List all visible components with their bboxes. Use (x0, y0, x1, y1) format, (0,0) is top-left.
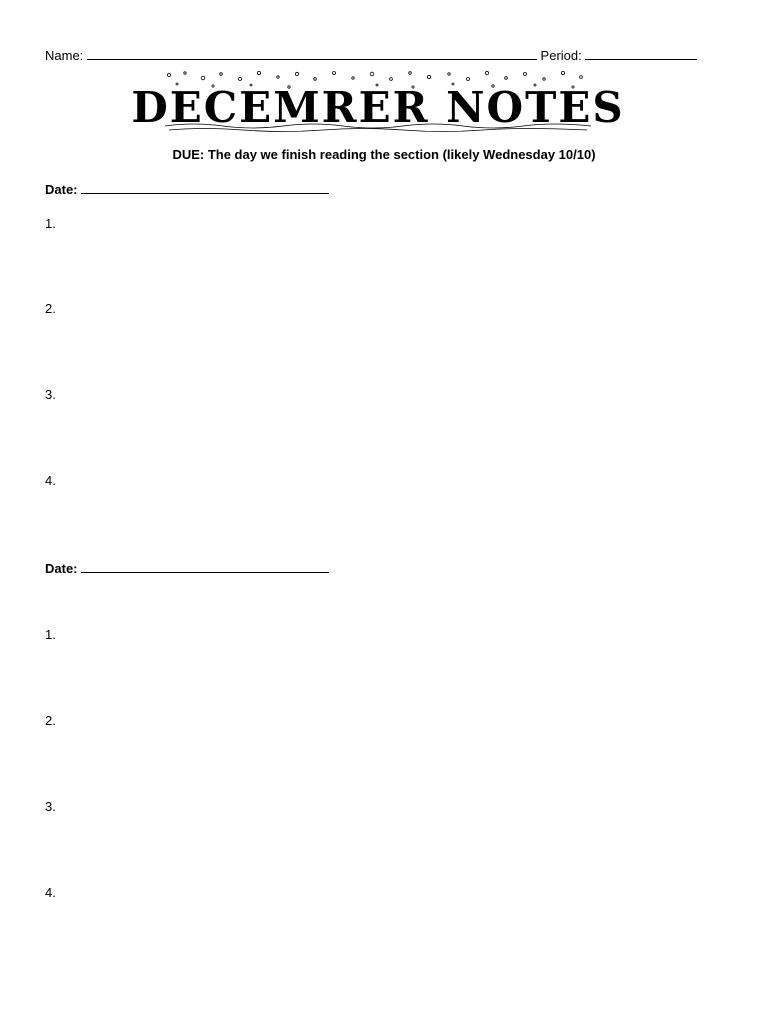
name-row (45, 47, 697, 63)
list-item: 4. (45, 885, 56, 900)
period-label: Period: (540, 48, 582, 63)
list-item: 2. (45, 713, 56, 728)
page-title: DECEMRER NOTES (131, 83, 625, 132)
name-field[interactable] (87, 47, 537, 60)
date-label: Date: (45, 561, 78, 576)
due-text: DUE: The day we finish reading the section (likely Wednesday 10/10) (172, 147, 596, 162)
date-row-1 (45, 181, 329, 197)
list-item: 1. (45, 216, 56, 231)
date-label: Date: (45, 182, 78, 197)
period-field[interactable] (585, 47, 697, 60)
name-label: Name: (45, 48, 84, 63)
snow-decoration (131, 70, 625, 132)
date-field[interactable] (81, 181, 329, 194)
list-item: 3. (45, 799, 56, 814)
list-item: 4. (45, 473, 56, 488)
date-field[interactable] (81, 560, 329, 573)
title-banner (131, 70, 625, 132)
date-row-2 (45, 560, 329, 576)
list-item: 3. (45, 387, 56, 402)
list-item: 2. (45, 301, 56, 316)
list-item: 1. (45, 627, 56, 642)
